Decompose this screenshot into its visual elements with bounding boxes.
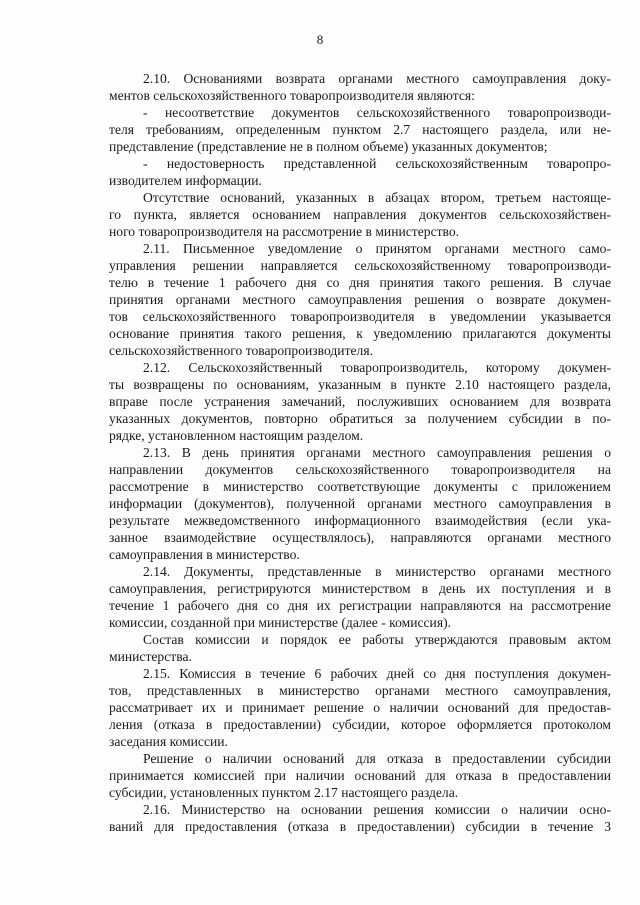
- text-line: самоуправления, регистрируются министерством в день их поступления и в: [109, 581, 611, 596]
- text-line: Состав комиссии и порядок ее работы утверждаются правовым актом: [143, 632, 611, 647]
- text-line: комиссии, созданной при министерстве (далее - комиссия).: [109, 615, 452, 630]
- text-line: самоуправления в министерство.: [109, 547, 300, 562]
- text-line: 2.13. В день принятия органами местного самоуправления решения о: [143, 445, 611, 460]
- text-line: результате межведомственного информационного взаимодействия (если ука-: [109, 513, 611, 528]
- text-line: заседания комиссии.: [109, 734, 228, 749]
- text-line: ваний для предоставления (отказа в предоставлении) субсидии в течение 3: [109, 819, 611, 834]
- text-line: телю в течение 1 рабочего дня со дня принятия такого решения. В случае: [109, 275, 611, 290]
- text-line: го пункта, является основанием направления документов сельскохозяйствен-: [109, 207, 611, 222]
- text-line: 2.12. Сельскохозяйственный товаропроизводитель, которому докумен-: [143, 360, 611, 375]
- text-line: - несоответствие документов сельскохозяйственного товаропроизводи-: [143, 105, 611, 120]
- text-line: Отсутствие оснований, указанных в абзацах втором, третьем настояще-: [143, 190, 611, 205]
- text-line: основание принятия такого решения, к уведомлению прилагаются документы: [109, 326, 611, 341]
- text-line: Решение о наличии оснований для отказа в предоставлении субсидии: [143, 751, 611, 766]
- text-line: занное взаимодействие осуществлялось), направляются органами местного: [109, 530, 611, 545]
- text-line: принятия органами местного самоуправления решения о возврате докумен-: [109, 292, 611, 307]
- document-body: [109, 70, 611, 835]
- text-line: 2.15. Комиссия в течение 6 рабочих дней со дня поступления докумен-: [143, 666, 611, 681]
- text-line: тов, представленных в министерство органами местного самоуправления,: [109, 683, 611, 698]
- text-line: 2.11. Письменное уведомление о принятом органами местного само-: [143, 241, 611, 256]
- text-line: изводителем информации.: [109, 173, 262, 188]
- text-line: рассматривает их и принимает решение о наличии оснований для предостав-: [109, 700, 611, 715]
- text-line: теля требованиям, определенным пунктом 2.7 настоящего раздела, или не-: [109, 122, 611, 137]
- text-line: ления (отказа в предоставлении) субсидии, которое оформляется протоколом: [109, 717, 611, 732]
- text-line: - недостоверность представленной сельскохозяйственным товаропро-: [143, 156, 611, 171]
- text-line: ного товаропроизводителя на рассмотрение в министерство.: [109, 224, 460, 239]
- text-line: течение 1 рабочего дня со дня их регистрации направляются на рассмотрение: [109, 598, 611, 613]
- text-line: вправе после устранения замечаний, послуживших основанием для возврата: [109, 394, 611, 409]
- text-line: направлении документов сельскохозяйственного товаропроизводителя на: [109, 462, 611, 477]
- text-line: субсидии, установленных пунктом 2.17 настоящего раздела.: [109, 785, 459, 800]
- text-line: сельскохозяйственного товаропроизводителя.: [109, 343, 373, 358]
- text-line: министерства.: [109, 649, 192, 664]
- text-line: представление (представление не в полном объеме) указанных документов;: [109, 139, 548, 154]
- text-line: указанных документов, повторно обратиться за получением субсидии в по-: [109, 411, 611, 426]
- text-line: 2.14. Документы, представленные в министерство органами местного: [143, 564, 611, 579]
- text-line: информации (документов), полученной органами местного самоуправления в: [109, 496, 611, 511]
- text-line: 2.16. Министерство на основании решения комиссии о наличии осно-: [143, 802, 611, 817]
- text-line: принимается комиссией при наличии оснований для отказа в предоставлении: [109, 768, 611, 783]
- text-line: тов сельскохозяйственного товаропроизводителя в уведомлении указывается: [109, 309, 611, 324]
- text-line: ментов сельскохозяйственного товаропроизводителя являются:: [109, 88, 475, 103]
- text-line: управления решении направляется сельскохозяйственному товаропроизводи-: [109, 258, 611, 273]
- text-line: 2.10. Основаниями возврата органами местного самоуправления доку-: [143, 71, 611, 86]
- text-line: ты возвращены по основаниям, указанным в пункте 2.10 настоящего раздела,: [109, 377, 611, 392]
- text-line: рядке, установленном настоящим разделом.: [109, 428, 364, 443]
- page-number: 8: [316, 32, 324, 47]
- text-line: рассмотрение в министерство соответствующие документы с приложением: [109, 479, 611, 494]
